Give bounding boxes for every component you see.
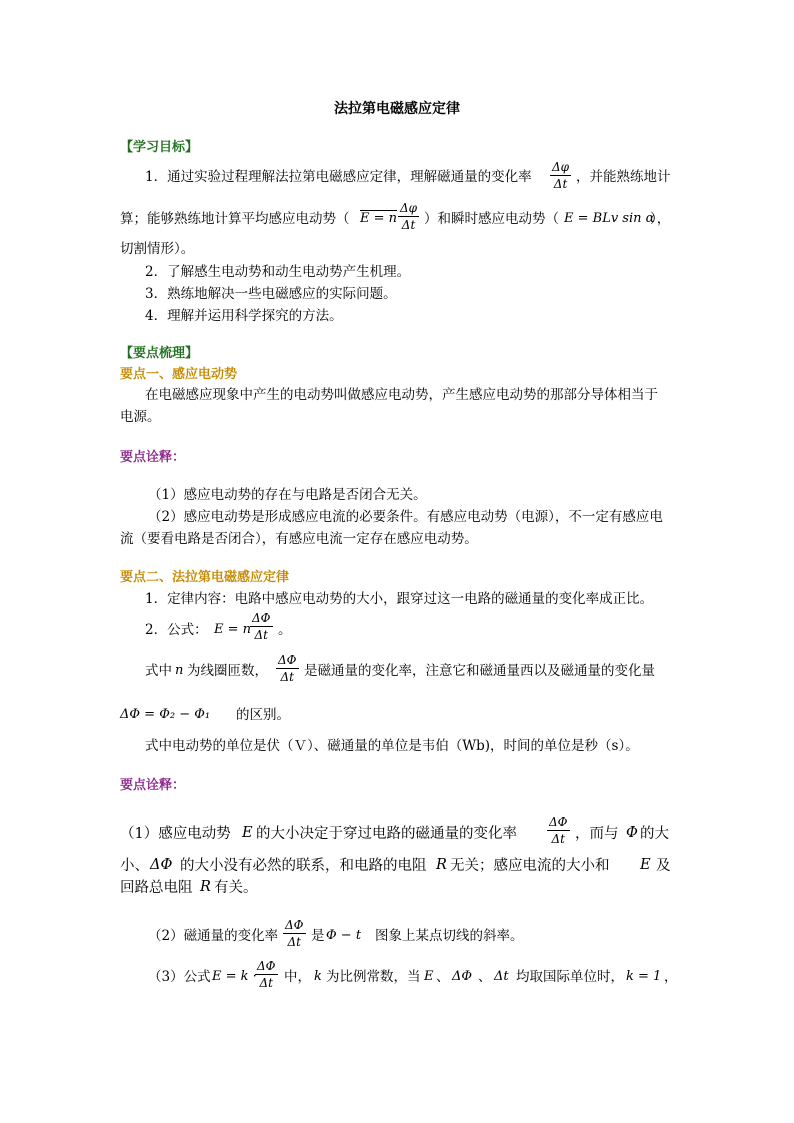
faraday-fraction — [250, 612, 273, 641]
note-2-item-2-c: 图象上某点切线的斜率。 — [375, 928, 524, 944]
fraction-denominator: Δt — [259, 976, 273, 990]
goal-1-line2-end: ）， — [650, 211, 671, 227]
flux-rate-fraction — [550, 161, 571, 190]
k-equals-one: k = 1 — [626, 969, 662, 984]
flux-change-symbol: ΔΦ — [150, 857, 173, 873]
note-1-item-1: （1）感应电动势的存在与电路是否闭合无关。 — [148, 487, 427, 503]
note-2-item-3-f: 均取国际单位时， — [516, 969, 624, 985]
note-2-item-3-d: 、 — [436, 969, 450, 985]
formula-explain-a: 式中 — [145, 663, 172, 679]
keypoint-1-heading: 要点一、感应电动势 — [120, 367, 238, 382]
note-2-item-1-line3-a: 回路总电阻 — [120, 880, 193, 896]
note-2-item-2-b: 是 — [311, 928, 325, 944]
fraction-numerator: ΔΦ — [252, 611, 271, 625]
instant-emf-formula: E = BLv sin α — [564, 211, 655, 226]
fraction-numerator: ΔΦ — [549, 815, 568, 829]
keypoint-1-para-cont: 电源。 — [120, 409, 161, 425]
note-1-item-2-cont: 流（要看电路是否闭合），有感应电流一定存在感应电动势。 — [120, 531, 478, 547]
fraction-denominator: Δt — [280, 670, 294, 684]
page-title: 法拉第电磁感应定律 — [334, 101, 460, 117]
keypoints-heading: 【要点梳理】 — [120, 346, 199, 361]
goal-2: 2．了解感生电动势和动生电动势产生机理。 — [145, 264, 411, 280]
note-2-item-1-line2-c: 无关；感应电流的大小和 — [450, 858, 610, 874]
time-change-symbol: Δt — [494, 969, 509, 984]
flux-change-symbol-2: ΔΦ — [452, 969, 473, 984]
goal-1-line2-cont: ）和瞬时感应电动势（ — [424, 211, 559, 227]
goal-1-text-cont: ，并能熟练地计 — [576, 169, 671, 185]
fraction-numerator: ΔΦ — [257, 959, 276, 973]
explain-fraction — [276, 654, 299, 683]
note-2-item-1-line2-d: 及 — [656, 858, 671, 874]
avg-emf-fraction — [398, 202, 419, 231]
fraction-numerator: ΔΦ — [285, 918, 304, 932]
goal-4: 4．理解并运用科学探究的方法。 — [145, 308, 343, 324]
note-2-item-1-c: ，而与 — [575, 826, 619, 842]
goal-3: 3．熟练地解决一些电磁感应的实际问题。 — [145, 286, 397, 302]
goal-1-line2: 算；能够熟练地计算平均感应电动势（ — [120, 211, 350, 227]
avg-emf-formula: E = n — [360, 211, 398, 226]
phi-t-graph-symbol: Φ − t — [326, 928, 362, 943]
formula-explain-b: 为线圈匝数， — [187, 663, 268, 679]
note-fraction-1 — [547, 816, 570, 845]
formula-explain-d: 的区别。 — [236, 707, 290, 723]
note-2-heading: 要点诠释： — [120, 778, 186, 793]
note-2-item-3-b: 中， — [284, 969, 311, 985]
note-2-item-1-line3-b: 有关。 — [214, 880, 258, 896]
formula-end: 。 — [278, 622, 292, 638]
note-fraction-3 — [255, 960, 278, 989]
goal-1-line3: 切割情形）。 — [120, 241, 195, 257]
goals-heading: 【学习目标】 — [120, 140, 199, 155]
resistance-symbol-2: R — [200, 879, 211, 895]
flux-symbol: Φ — [626, 825, 638, 841]
emf-symbol: E — [242, 825, 253, 841]
note-2-item-1: （1）感应电动势 — [120, 826, 231, 842]
note-2-item-1-d: 的大 — [640, 826, 669, 842]
goal-1-text: 1．通过实验过程理解法拉第电磁感应定律，理解磁通量的变化率 — [145, 169, 532, 185]
proportional-formula: E = k · — [212, 969, 257, 984]
note-2-item-2-a: （2）磁通量的变化率 — [148, 928, 279, 944]
constant-k-symbol: k — [314, 969, 322, 984]
note-2-item-1-line2-b: 的大小没有必然的联系，和电路的电阻 — [180, 858, 427, 874]
coil-turns-symbol: n — [175, 663, 184, 678]
fraction-numerator: Δφ — [552, 160, 570, 174]
fraction-numerator: ΔΦ — [278, 653, 297, 667]
note-2-item-3-g: ， — [664, 969, 678, 985]
units-text: 式中电动势的单位是伏（Ｖ）、磁通量的单位是韦伯（Wb)，时间的单位是秒（s）。 — [145, 738, 639, 754]
note-2-item-3-e: 、 — [478, 969, 492, 985]
emf-symbol-2: E — [640, 857, 651, 873]
flux-change-formula: ΔΦ = Φ₂ − Φ₁ — [120, 707, 211, 722]
fraction-denominator: Δt — [553, 177, 568, 191]
formula-label: 2．公式： — [145, 622, 208, 638]
formula-explain-c: 是磁通量的变化率，注意它和磁通量西以及磁通量的变化量 — [304, 663, 655, 679]
note-2-item-1-line2-a: 小、 — [120, 858, 149, 874]
keypoint-1-para: 在电磁感应现象中产生的电动势叫做感应电动势，产生感应电动势的那部分导体相当于 — [145, 387, 658, 403]
fraction-denominator: Δt — [287, 935, 301, 949]
fraction-denominator: Δt — [551, 832, 565, 846]
fraction-numerator: Δφ — [400, 201, 418, 215]
keypoint-2-heading: 要点二、法拉第电磁感应定律 — [120, 570, 290, 585]
note-1-heading: 要点诠释： — [120, 450, 186, 465]
fraction-denominator: Δt — [254, 628, 268, 642]
faraday-formula: E = n — [214, 622, 252, 637]
note-2-item-1-b: 的大小决定于穿过电路的磁通量的变化率 — [256, 826, 517, 842]
note-2-item-3-c: 为比例常数，当 — [326, 969, 421, 985]
fraction-denominator: Δt — [401, 218, 416, 232]
note-fraction-2 — [283, 919, 306, 948]
note-1-item-2: （2）感应电动势是形成感应电流的必要条件。有感应电动势（电源），不一定有感应电 — [148, 509, 663, 525]
law-content: 1．定律内容：电路中感应电动势的大小，跟穿过这一电路的磁通量的变化率成正比。 — [145, 591, 654, 607]
resistance-symbol: R — [436, 857, 447, 873]
note-2-item-3-a: （3）公式 — [148, 969, 211, 985]
emf-symbol-3: E — [424, 969, 434, 984]
